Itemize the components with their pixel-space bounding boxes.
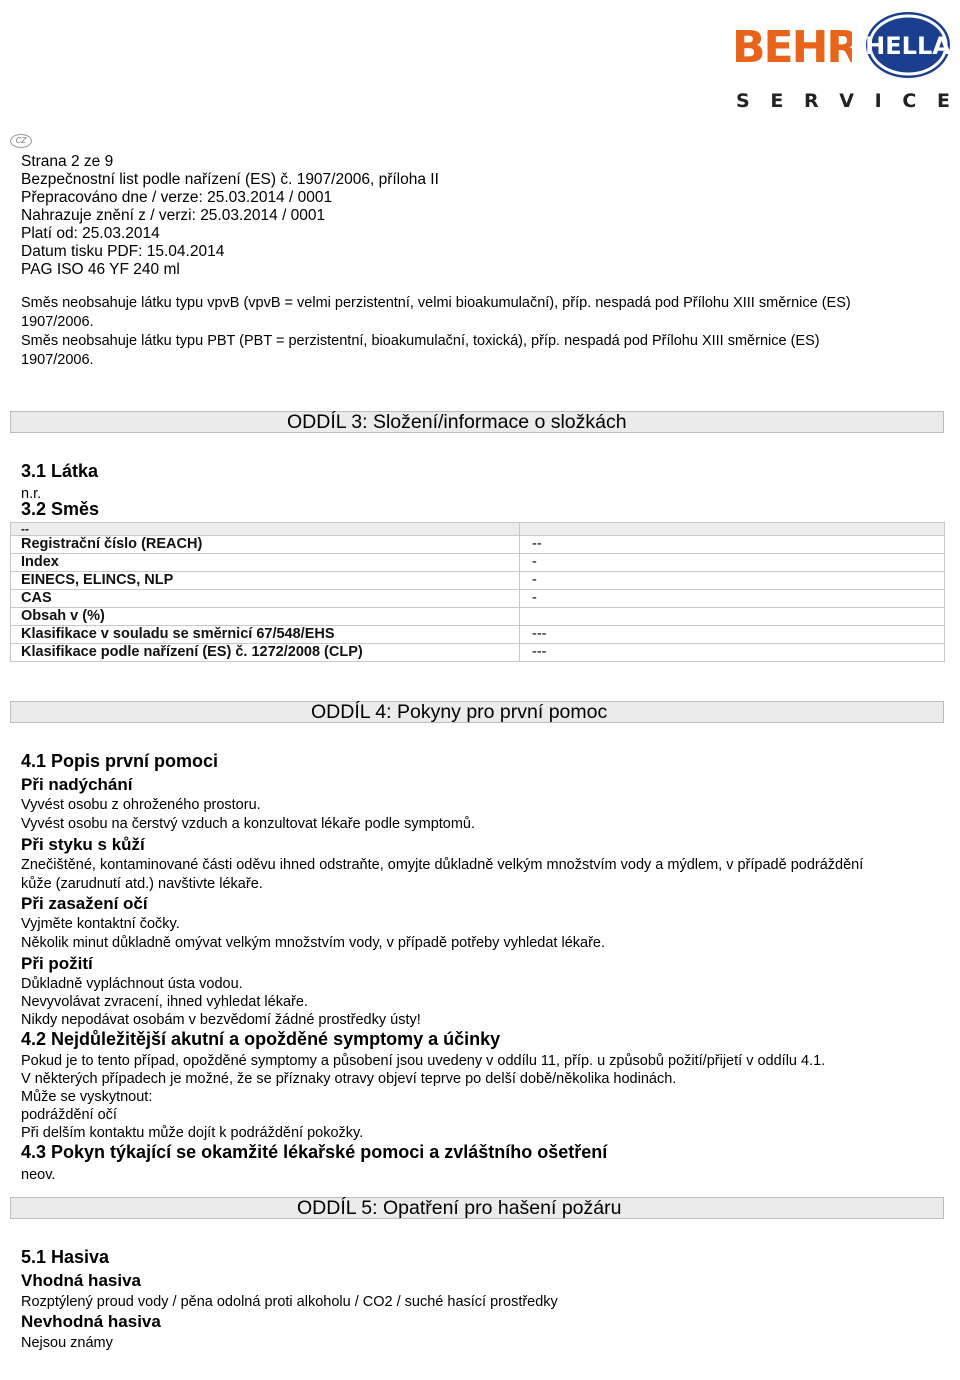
replaces-version: Nahrazuje znění z / verzi: 25.03.2014 / 0001 xyxy=(21,207,326,224)
table-value: --- xyxy=(520,626,945,644)
table-value: - xyxy=(520,554,945,572)
behr-logo xyxy=(732,24,852,73)
ingestion-heading: Při požití xyxy=(21,954,93,973)
subsection-4-2-heading: 4.2 Nejdůležitější akutní a opožděné symptomy a účinky xyxy=(21,1029,501,1049)
subsection-4-1-heading: 4.1 Popis první pomoci xyxy=(21,751,219,771)
table-value xyxy=(520,608,945,626)
page-number: Strana 2 ze 9 xyxy=(21,153,114,170)
table-row xyxy=(11,554,945,572)
table-row xyxy=(11,572,945,590)
symptoms-text: podráždění očí xyxy=(21,1107,117,1123)
intro-paragraph: Směs neobsahuje látku typu PBT (PBT = perzistentní, bioakumulační, toxická), příp. nespadá pod Přílohu XIII směrnice (ES) xyxy=(21,333,820,349)
table-label: EINECS, ELINCS, NLP xyxy=(11,572,520,590)
table-label: Registrační číslo (REACH) xyxy=(11,536,520,554)
section-3-title: ODDÍL 3: Složení/informace o složkách xyxy=(287,411,627,433)
inhalation-heading: Při nadýchání xyxy=(21,775,133,794)
eye-contact-heading: Při zasažení očí xyxy=(21,894,148,913)
unsuitable-media-heading: Nevhodná hasiva xyxy=(21,1312,161,1331)
subsection-3-1-text: n.r. xyxy=(21,486,42,502)
ingestion-text: Důkladně vypláchnout ústa vodou. xyxy=(21,976,243,992)
language-badge: CZ xyxy=(10,134,32,148)
table-value: - xyxy=(520,572,945,590)
section-5-title: ODDÍL 5: Opatření pro hašení požáru xyxy=(297,1197,622,1219)
subsection-5-1-heading: 5.1 Hasiva xyxy=(21,1247,110,1267)
hella-logo-text: HELLA xyxy=(865,32,951,60)
intro-paragraph: 1907/2006. xyxy=(21,314,94,330)
eye-contact-text: Vyjměte kontaktní čočky. xyxy=(21,916,180,932)
table-row xyxy=(11,590,945,608)
symptoms-text: V některých případech je možné, že se příznaky otravy objeví teprve po delší době/několika hodinách. xyxy=(21,1071,677,1087)
suitable-media-heading: Vhodná hasiva xyxy=(21,1271,141,1290)
skin-contact-text: kůže (zarudnutí atd.) navštivte lékaře. xyxy=(21,876,263,892)
behr-logo-text: BEHR xyxy=(732,24,852,68)
intro-paragraph: Směs neobsahuje látku typu vpvB (vpvB = velmi perzistentní, velmi bioakumulační), příp. nespadá pod Přílohu XIII směrnice (ES) xyxy=(21,295,851,311)
symptoms-text: Při delším kontaktu může dojít k podráždění pokožky. xyxy=(21,1125,364,1141)
inhalation-text: Vyvést osobu z ohroženého prostoru. xyxy=(21,797,261,813)
symptoms-text: Může se vyskytnout: xyxy=(21,1089,153,1105)
table-row xyxy=(11,523,945,536)
skin-contact-text: Znečištěné, kontaminované části oděvu ihned odstraňte, omyjte důkladně velkým množstvím vody a mýdlem, v případě podráždění xyxy=(21,857,864,873)
skin-contact-heading: Při styku s kůží xyxy=(21,835,145,854)
table-head-cell: -- xyxy=(11,523,520,536)
table-value: - xyxy=(520,590,945,608)
inhalation-text: Vyvést osobu na čerstvý vzduch a konzultovat lékaře podle symptomů. xyxy=(21,816,476,832)
hella-logo xyxy=(864,10,954,85)
intro-paragraph: 1907/2006. xyxy=(21,352,94,368)
table-row xyxy=(11,644,945,662)
table-value: --- xyxy=(520,644,945,662)
table-head-cell xyxy=(520,523,945,536)
table-label: Index xyxy=(11,554,520,572)
valid-from: Platí od: 25.03.2014 xyxy=(21,225,160,242)
composition-table xyxy=(10,522,945,662)
service-wordmark: S E R V I C E xyxy=(736,90,950,112)
product-name: PAG ISO 46 YF 240 ml xyxy=(21,261,180,278)
unsuitable-media-text: Nejsou známy xyxy=(21,1335,113,1351)
subsection-3-2-heading: 3.2 Směs xyxy=(21,499,100,519)
section-4-title: ODDÍL 4: Pokyny pro první pomoc xyxy=(311,701,608,723)
table-value: -- xyxy=(520,536,945,554)
table-row xyxy=(11,608,945,626)
table-label: CAS xyxy=(11,590,520,608)
suitable-media-text: Rozptýlený proud vody / pěna odolná proti alkoholu / CO2 / suché hasící prostředky xyxy=(21,1294,558,1310)
eye-contact-text: Několik minut důkladně omývat velkým množstvím vody, v případě potřeby vyhledat lékaře. xyxy=(21,935,606,951)
table-row xyxy=(11,536,945,554)
ingestion-text: Nevyvolávat zvracení, ihned vyhledat lékaře. xyxy=(21,994,308,1010)
table-row xyxy=(11,626,945,644)
print-date: Datum tisku PDF: 15.04.2014 xyxy=(21,243,225,260)
medical-attention-text: neov. xyxy=(21,1167,56,1183)
subsection-3-1-heading: 3.1 Látka xyxy=(21,461,99,481)
revision-date: Přepracováno dne / verze: 25.03.2014 / 0001 xyxy=(21,189,333,206)
subsection-4-3-heading: 4.3 Pokyn týkající se okamžité lékařské pomoci a zvláštního ošetření xyxy=(21,1142,608,1162)
symptoms-text: Pokud je to tento případ, opožděné symptomy a působení jsou uvedeny v oddílu 11, příp. u způsobů požití/přijetí v oddílu 4.1. xyxy=(21,1053,826,1069)
table-label: Klasifikace v souladu se směrnicí 67/548/EHS xyxy=(11,626,520,644)
regulation-ref: Bezpečnostní list podle nařízení (ES) č. 1907/2006, příloha II xyxy=(21,171,439,188)
ingestion-text: Nikdy nepodávat osobám v bezvědomí žádné prostředky ústy! xyxy=(21,1012,421,1028)
table-label: Obsah v (%) xyxy=(11,608,520,626)
table-label: Klasifikace podle nařízení (ES) č. 1272/2008 (CLP) xyxy=(11,644,520,662)
